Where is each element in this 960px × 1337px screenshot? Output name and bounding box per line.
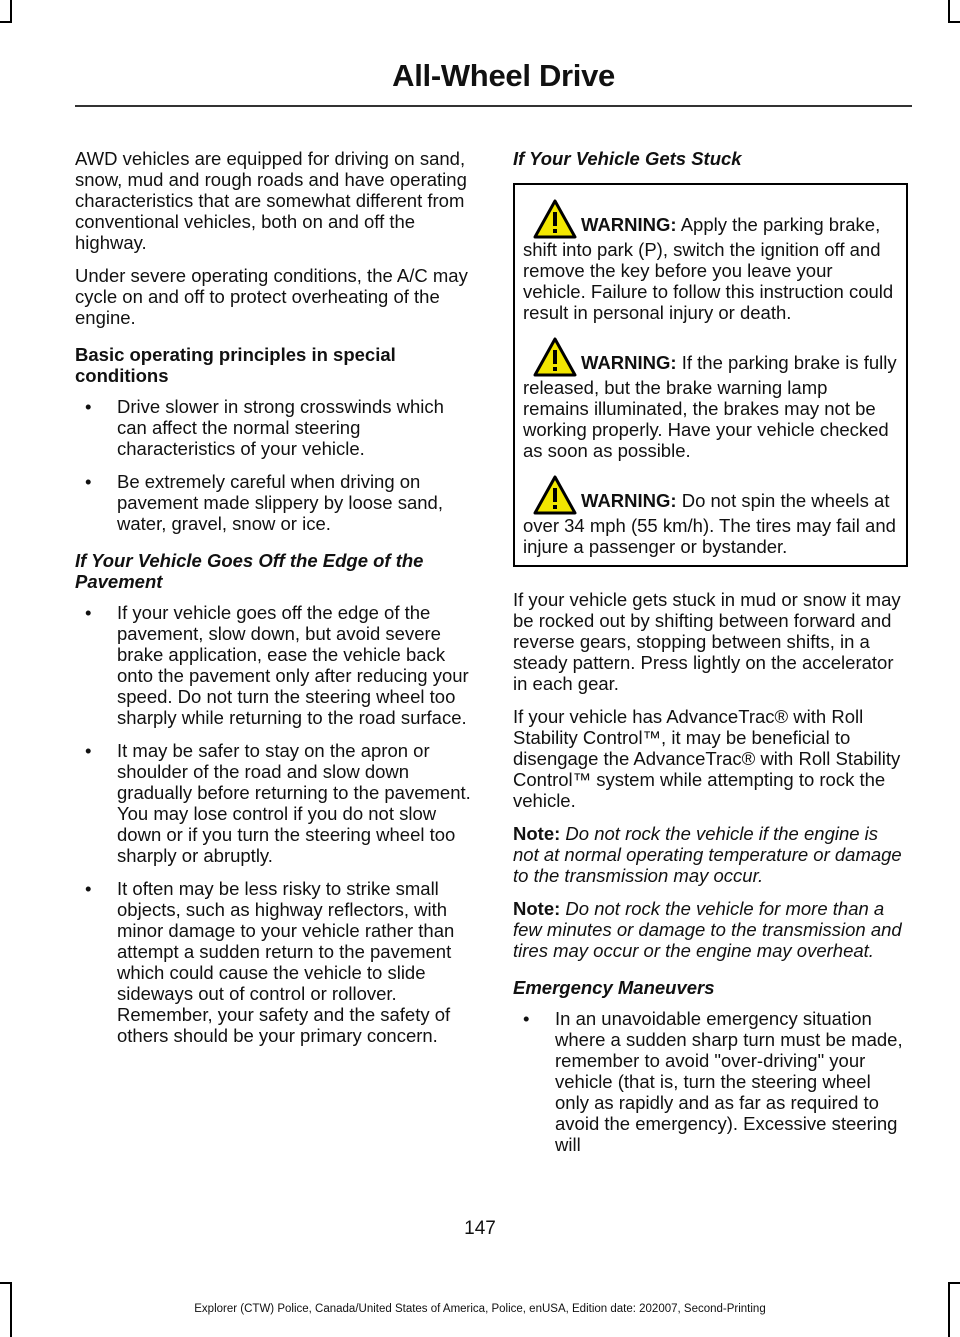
warning-item bbox=[523, 337, 898, 461]
left-column bbox=[75, 148, 475, 1058]
warning-label: WARNING: bbox=[581, 490, 677, 511]
heading-gets-stuck: If Your Vehicle Gets Stuck bbox=[513, 148, 742, 169]
list-item: • It often may be less risky to strike small objects, such as highway reflectors, with minor damage to your vehicle rather than attempt a sudden return to the pavement which could cause the vehicle to slide sideways out of control or rollover. Remember, your safety and the safety of others should be your primary concern. bbox=[85, 878, 455, 1046]
warning-text: Apply the parking brake, shift into park (P), switch the ignition off and remove the key before you leave your vehicle. Failure to follow this instruction could result in personal injury or death. bbox=[523, 214, 894, 323]
crop-mark-top-right-h bbox=[948, 21, 960, 23]
advancetrac-paragraph: If your vehicle has AdvanceTrac® with Roll Stability Control™, it may be beneficial to disengage the AdvanceTrac® with Roll Stability Control™ system while attempting to rock the vehicle. bbox=[513, 706, 901, 811]
crop-mark-top-right-v bbox=[948, 0, 950, 22]
list-item: • If your vehicle goes off the edge of the pavement, slow down, but avoid severe brake application, ease the vehicle back onto the pavement only after reducing your speed. Do not turn the steering wheel too sharply while returning to the road surface. bbox=[85, 602, 469, 728]
right-column bbox=[513, 148, 908, 1167]
warning-label: WARNING: bbox=[581, 214, 677, 235]
crop-mark-top-left-v bbox=[10, 0, 12, 22]
warning-text: Do not spin the wheels at over 34 mph (55 km/h). The tires may fail and injure a passenger or bystander. bbox=[523, 490, 896, 557]
crop-mark-bottom-right-h bbox=[948, 1282, 960, 1284]
off-edge-list bbox=[75, 602, 475, 1046]
list-item: • Be extremely careful when driving on pavement made slippery by loose sand, water, gravel, snow or ice. bbox=[85, 471, 443, 534]
warning-item bbox=[523, 475, 898, 557]
heading-off-edge: If Your Vehicle Goes Off the Edge of the Pavement bbox=[75, 550, 424, 592]
warning-text: If the parking brake is fully released, but the brake warning lamp remains illuminated, the brakes may not be working properly. Have your vehicle checked as soon as possible. bbox=[523, 352, 897, 461]
intro-paragraph: AWD vehicles are equipped for driving on sand, snow, mud and rough roads and have operating characteristics that are somewhat different from conventional vehicles, both on and off the highway. bbox=[75, 148, 467, 253]
note: Note: Do not rock the vehicle if the engine is not at normal operating temperature or damage to the transmission may occur. bbox=[513, 823, 902, 886]
header-rule bbox=[75, 105, 912, 107]
crop-mark-top-left-h bbox=[0, 21, 12, 23]
stuck-paragraph: If your vehicle gets stuck in mud or snow it may be rocked out by shifting between forward and reverse gears, stopping between shifts, in a steady pattern. Press lightly on the accelerator in each gear. bbox=[513, 589, 901, 694]
page-title: All-Wheel Drive bbox=[392, 58, 615, 93]
footer-text: Explorer (CTW) Police, Canada/United States of America, Police, enUSA, Edition date: 202007, Second-Printing bbox=[194, 1303, 766, 1315]
warning-triangle-icon bbox=[533, 475, 577, 515]
list-item: • In an unavoidable emergency situation where a sudden sharp turn must be made, remember to avoid "over-driving" your vehicle (that is, turn the steering wheel only as rapidly and as far as required to avoid the emergency). Excessive steering will bbox=[523, 1008, 903, 1155]
warning-triangle-icon bbox=[533, 199, 577, 239]
warning-item bbox=[523, 199, 898, 323]
emergency-list bbox=[513, 1008, 908, 1155]
list-item: • Drive slower in strong crosswinds which can affect the normal steering characteristics of your vehicle. bbox=[85, 396, 444, 459]
ac-paragraph: Under severe operating conditions, the A/C may cycle on and off to protect overheating of the engine. bbox=[75, 265, 468, 328]
warning-box bbox=[513, 183, 908, 567]
crop-mark-bottom-left-h bbox=[0, 1282, 12, 1284]
heading-basic-principles: Basic operating principles in special conditions bbox=[75, 344, 396, 386]
basic-principles-list bbox=[75, 396, 475, 534]
warning-label: WARNING: bbox=[581, 352, 677, 373]
note: Note: Do not rock the vehicle for more than a few minutes or damage to the transmission and tires may occur or the engine may overheat. bbox=[513, 898, 902, 961]
list-item: • It may be safer to stay on the apron or shoulder of the road and slow down gradually before returning to the pavement. You may lose control if you do not slow down or if you turn the steering wheel too sharply or abruptly. bbox=[85, 740, 471, 866]
heading-emergency-maneuvers: Emergency Maneuvers bbox=[513, 977, 715, 998]
warning-triangle-icon bbox=[533, 337, 577, 377]
page-number: 147 bbox=[464, 1218, 496, 1239]
